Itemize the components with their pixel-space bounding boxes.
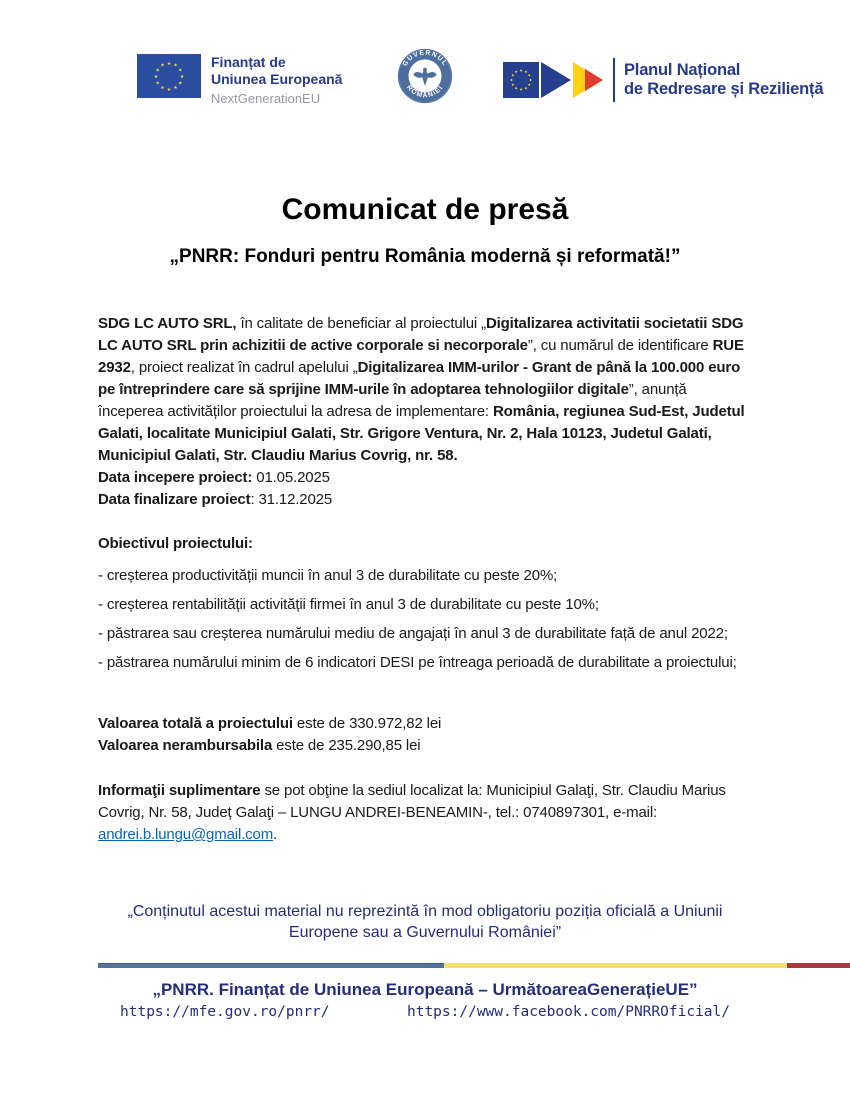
objective-item: - creșterea rentabilității activității firmei în anul 3 de durabilitate cu peste 10%; [98, 596, 599, 613]
svg-text:★: ★ [153, 74, 159, 80]
eu-logo-line2: Uniunea Europeană [211, 71, 343, 87]
grant-value-line: Valoarea nerambursabila este de 235.290,85 lei [98, 737, 421, 754]
bar-yellow-segment [444, 963, 787, 968]
pnrr-divider [613, 58, 615, 102]
eu-funding-logo [137, 54, 342, 107]
svg-text:★: ★ [173, 63, 178, 69]
intro-paragraph: SDG LC AUTO SRL, în calitate de beneficiar al proiectului „Digitalizarea activitatii societatii SDG LC AUTO SRL prin achizitii de active corporale si necorporale”, cu numărul de identificare RUE 2932, proiect realizat în cadrul apelului „Digitalizarea IMM-urilor - Grant de până la 100.000 euro pe întreprindere care să sprijine IMM-urile în adoptarea tehnologiilor digitale”, anunță începerea activităților proiectului la adresa de implementare: România, regiunea Sud-Est, Judetul Galati, localitate Municipiul Galati, Str. Grigore Ventura, Nr. 2, Hala 10123, Judetul Galati, Municipiul Galati, Str. Claudiu Marius Covrig, nr. 58. [98, 315, 745, 464]
pnrr-arrows-icon [503, 56, 604, 104]
eagle-emblem-icon [413, 68, 436, 86]
objective-item: - păstrarea numărului minim de 6 indicatori DESI pe întreaga perioadă de durabilitate a proiectului; [98, 654, 737, 671]
contact-paragraph: Informaţii suplimentare se pot obţine la sediul localizat la: Municipiul Galaţi, Str. Claudiu Marius Covrig, Nr. 58, Județ Galaţi – LUNGU ANDREI-BENEAMIN-, tel.: 0740897301, e-mail: andrei.b.lungu@gmail.com. [98, 782, 726, 843]
eu-logo-line3: NextGenerationEU [211, 91, 321, 106]
page-title: Comunicat de presă [281, 193, 569, 226]
svg-text:★: ★ [155, 68, 160, 74]
svg-text:GUVERNUL: GUVERNUL [401, 49, 449, 68]
eu-logo-line1: Finanțat de [211, 54, 286, 70]
eu-logo-text [211, 54, 342, 107]
disclaimer-text: „Conținutul acestui material nu reprezintă în mod obligatoriu poziția oficială a Uniunii Europene sau a Guvernului României” [127, 903, 723, 941]
objectives-list [98, 565, 752, 674]
bar-blue-segment [98, 963, 444, 968]
gov-seal-icon [394, 45, 456, 107]
svg-text:★: ★ [173, 86, 178, 92]
svg-text:ROMÂNIEI: ROMÂNIEI [405, 84, 445, 100]
project-dates [98, 467, 752, 511]
email-link[interactable]: andrei.b.lungu@gmail.com [98, 826, 274, 843]
project-end-date: Data finalizare proiect: 31.12.2025 [98, 491, 333, 508]
objective-item: - păstrarea sau creșterea numărului mediu de angajați în anul 3 de durabilitate față de anul 2022; [98, 625, 728, 642]
eu-flag-icon [137, 54, 201, 98]
project-start-date: Data incepere proiect: 01.05.2025 [98, 469, 330, 486]
header-logos [0, 0, 850, 110]
objectives-heading: Obiectivul proiectului: [98, 535, 253, 552]
footer-tricolor-bar [98, 963, 850, 968]
footer-links [120, 1004, 730, 1020]
svg-text:★: ★ [160, 86, 165, 92]
svg-text:★: ★ [166, 87, 172, 93]
government-seal-logo [394, 45, 456, 112]
pnrr-logo-line1: Planul Național [624, 61, 741, 79]
pnrr-logo-line2: de Redresare și Reziliență [624, 80, 824, 98]
facebook-url-link[interactable]: https://www.facebook.com/PNRROficial/ [406, 1004, 730, 1020]
pnrr-logo-text [624, 61, 823, 99]
footer-motto: „PNRR. Finanțat de Uniunea Europeană – UrmătoareaGenerațieUE” [152, 980, 698, 999]
bar-red-segment [787, 963, 850, 968]
svg-text:★: ★ [155, 81, 160, 87]
document-body [98, 313, 752, 846]
page-subtitle: „PNRR: Fonduri pentru România modernă și reformată!” [169, 246, 681, 267]
mfe-url-link[interactable]: https://mfe.gov.ro/pnrr/ [120, 1004, 330, 1020]
svg-text:★: ★ [179, 74, 185, 80]
pnrr-logo [503, 56, 823, 104]
svg-text:★: ★ [166, 61, 172, 67]
objective-item: - creșterea productivității muncii în anul 3 de durabilitate cu peste 20%; [98, 567, 558, 584]
svg-text:★: ★ [178, 81, 183, 87]
svg-text:★: ★ [160, 63, 165, 69]
project-values [98, 713, 752, 757]
total-value-line: Valoarea totală a proiectului este de 330.972,82 lei [98, 715, 442, 732]
svg-text:★: ★ [178, 68, 183, 74]
